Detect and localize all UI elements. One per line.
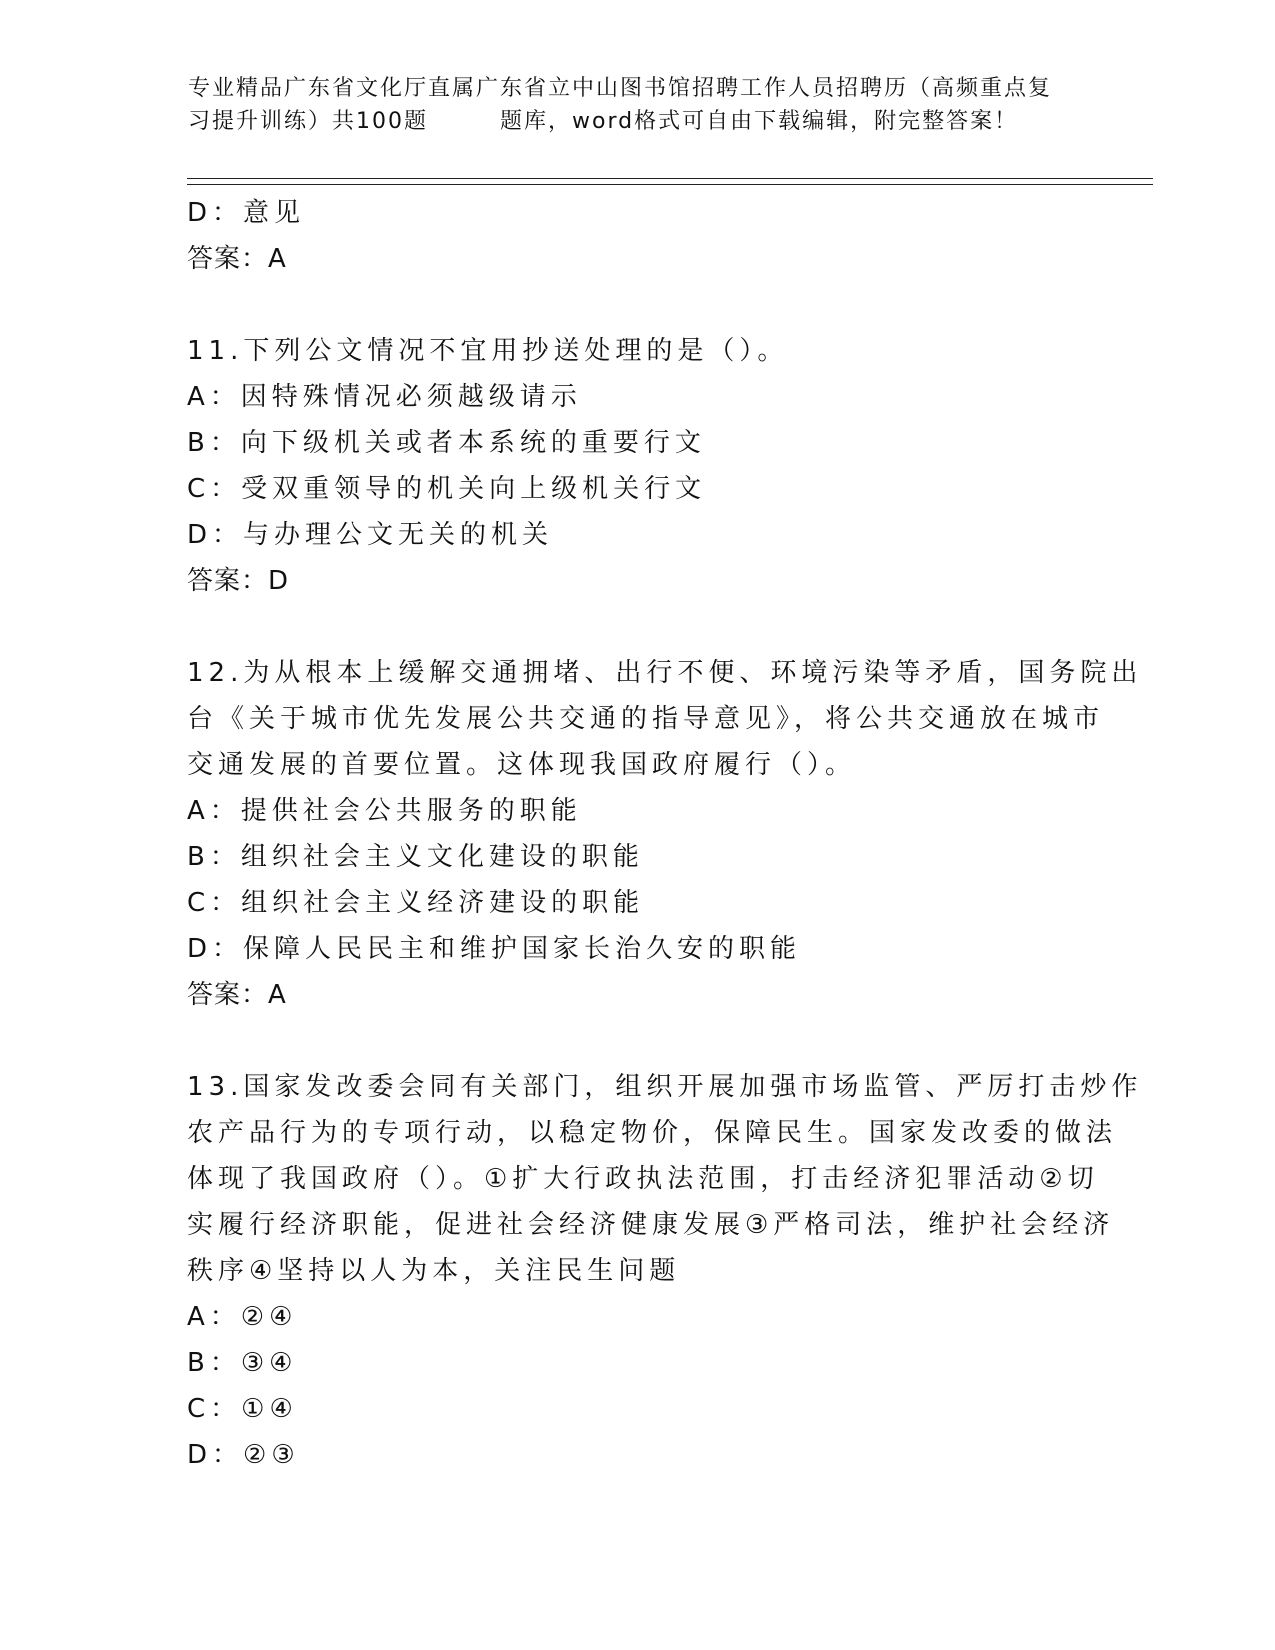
- question-13-text: [187, 1064, 1143, 1294]
- question-12-answer: 答案：A: [187, 980, 287, 1010]
- question-13-line: 实履行经济职能，促进社会经济健康发展③严格司法，维护社会经济: [187, 1210, 1115, 1240]
- question-13-option-d: D：②③: [187, 1440, 300, 1470]
- header-line-2: [188, 105, 1088, 138]
- question-11-line: 11.下列公文情况不宜用抄送处理的是（）。: [187, 336, 789, 366]
- question-13-option-b: B：③④: [187, 1348, 298, 1378]
- question-12-text: [187, 650, 1143, 788]
- header-line-1: 专业精品广东省文化厅直属广东省立中山图书馆招聘工作人员招聘历（高频重点复: [188, 76, 1053, 101]
- question-12-option-b: B：组织社会主义文化建设的职能: [187, 842, 644, 872]
- question-11-option-b: B：向下级机关或者本系统的重要行文: [187, 428, 706, 458]
- header-line-2-left: 习提升训练）共100题: [188, 109, 428, 134]
- prev-option-d: D：意见: [187, 198, 306, 228]
- question-11-option-a: A：因特殊情况必须越级请示: [187, 382, 582, 412]
- page-header: [188, 72, 1088, 138]
- question-13-line: 农产品行为的专项行动，以稳定物价，保障民生。国家发改委的做法: [187, 1118, 1118, 1148]
- question-12-option-c: C：组织社会主义经济建设的职能: [187, 888, 645, 918]
- question-12-option-d: D：保障人民民主和维护国家长治久安的职能: [187, 934, 802, 964]
- header-rule-bottom: [187, 184, 1153, 185]
- question-11-answer: 答案：D: [187, 566, 290, 596]
- spacer: [187, 282, 1087, 328]
- question-12-line: 交通发展的首要位置。这体现我国政府履行（）。: [187, 750, 857, 780]
- header-line-2-right: 题库，word格式可自由下载编辑，附完整答案！: [500, 109, 1019, 134]
- question-11-text: [187, 328, 1087, 374]
- question-12-line: 台《关于城市优先发展公共交通的指导意见》，将公共交通放在城市: [187, 704, 1105, 734]
- question-13-line: 13.国家发改委会同有关部门，组织开展加强市场监管、严厉打击炒作: [187, 1072, 1143, 1102]
- question-content: [187, 190, 1143, 1478]
- prev-answer: 答案：A: [187, 244, 287, 274]
- question-12-option-a: A：提供社会公共服务的职能: [187, 796, 582, 826]
- question-13-option-c: C：①④: [187, 1394, 298, 1424]
- question-13-option-a: A：②④: [187, 1302, 298, 1332]
- spacer: [187, 1018, 1087, 1064]
- question-11-option-d: D：与办理公文无关的机关: [187, 520, 554, 550]
- header-rule-top: [187, 178, 1153, 179]
- question-13-line: 体现了我国政府（）。①扩大行政执法范围，打击经济犯罪活动②切: [187, 1164, 1099, 1194]
- spacer: [187, 604, 1087, 650]
- question-12-line: 12.为从根本上缓解交通拥堵、出行不便、环境污染等矛盾，国务院出: [187, 658, 1143, 688]
- question-11-option-c: C：受双重领导的机关向上级机关行文: [187, 474, 707, 504]
- question-13-line: 秩序④坚持以人为本，关注民生问题: [187, 1256, 681, 1286]
